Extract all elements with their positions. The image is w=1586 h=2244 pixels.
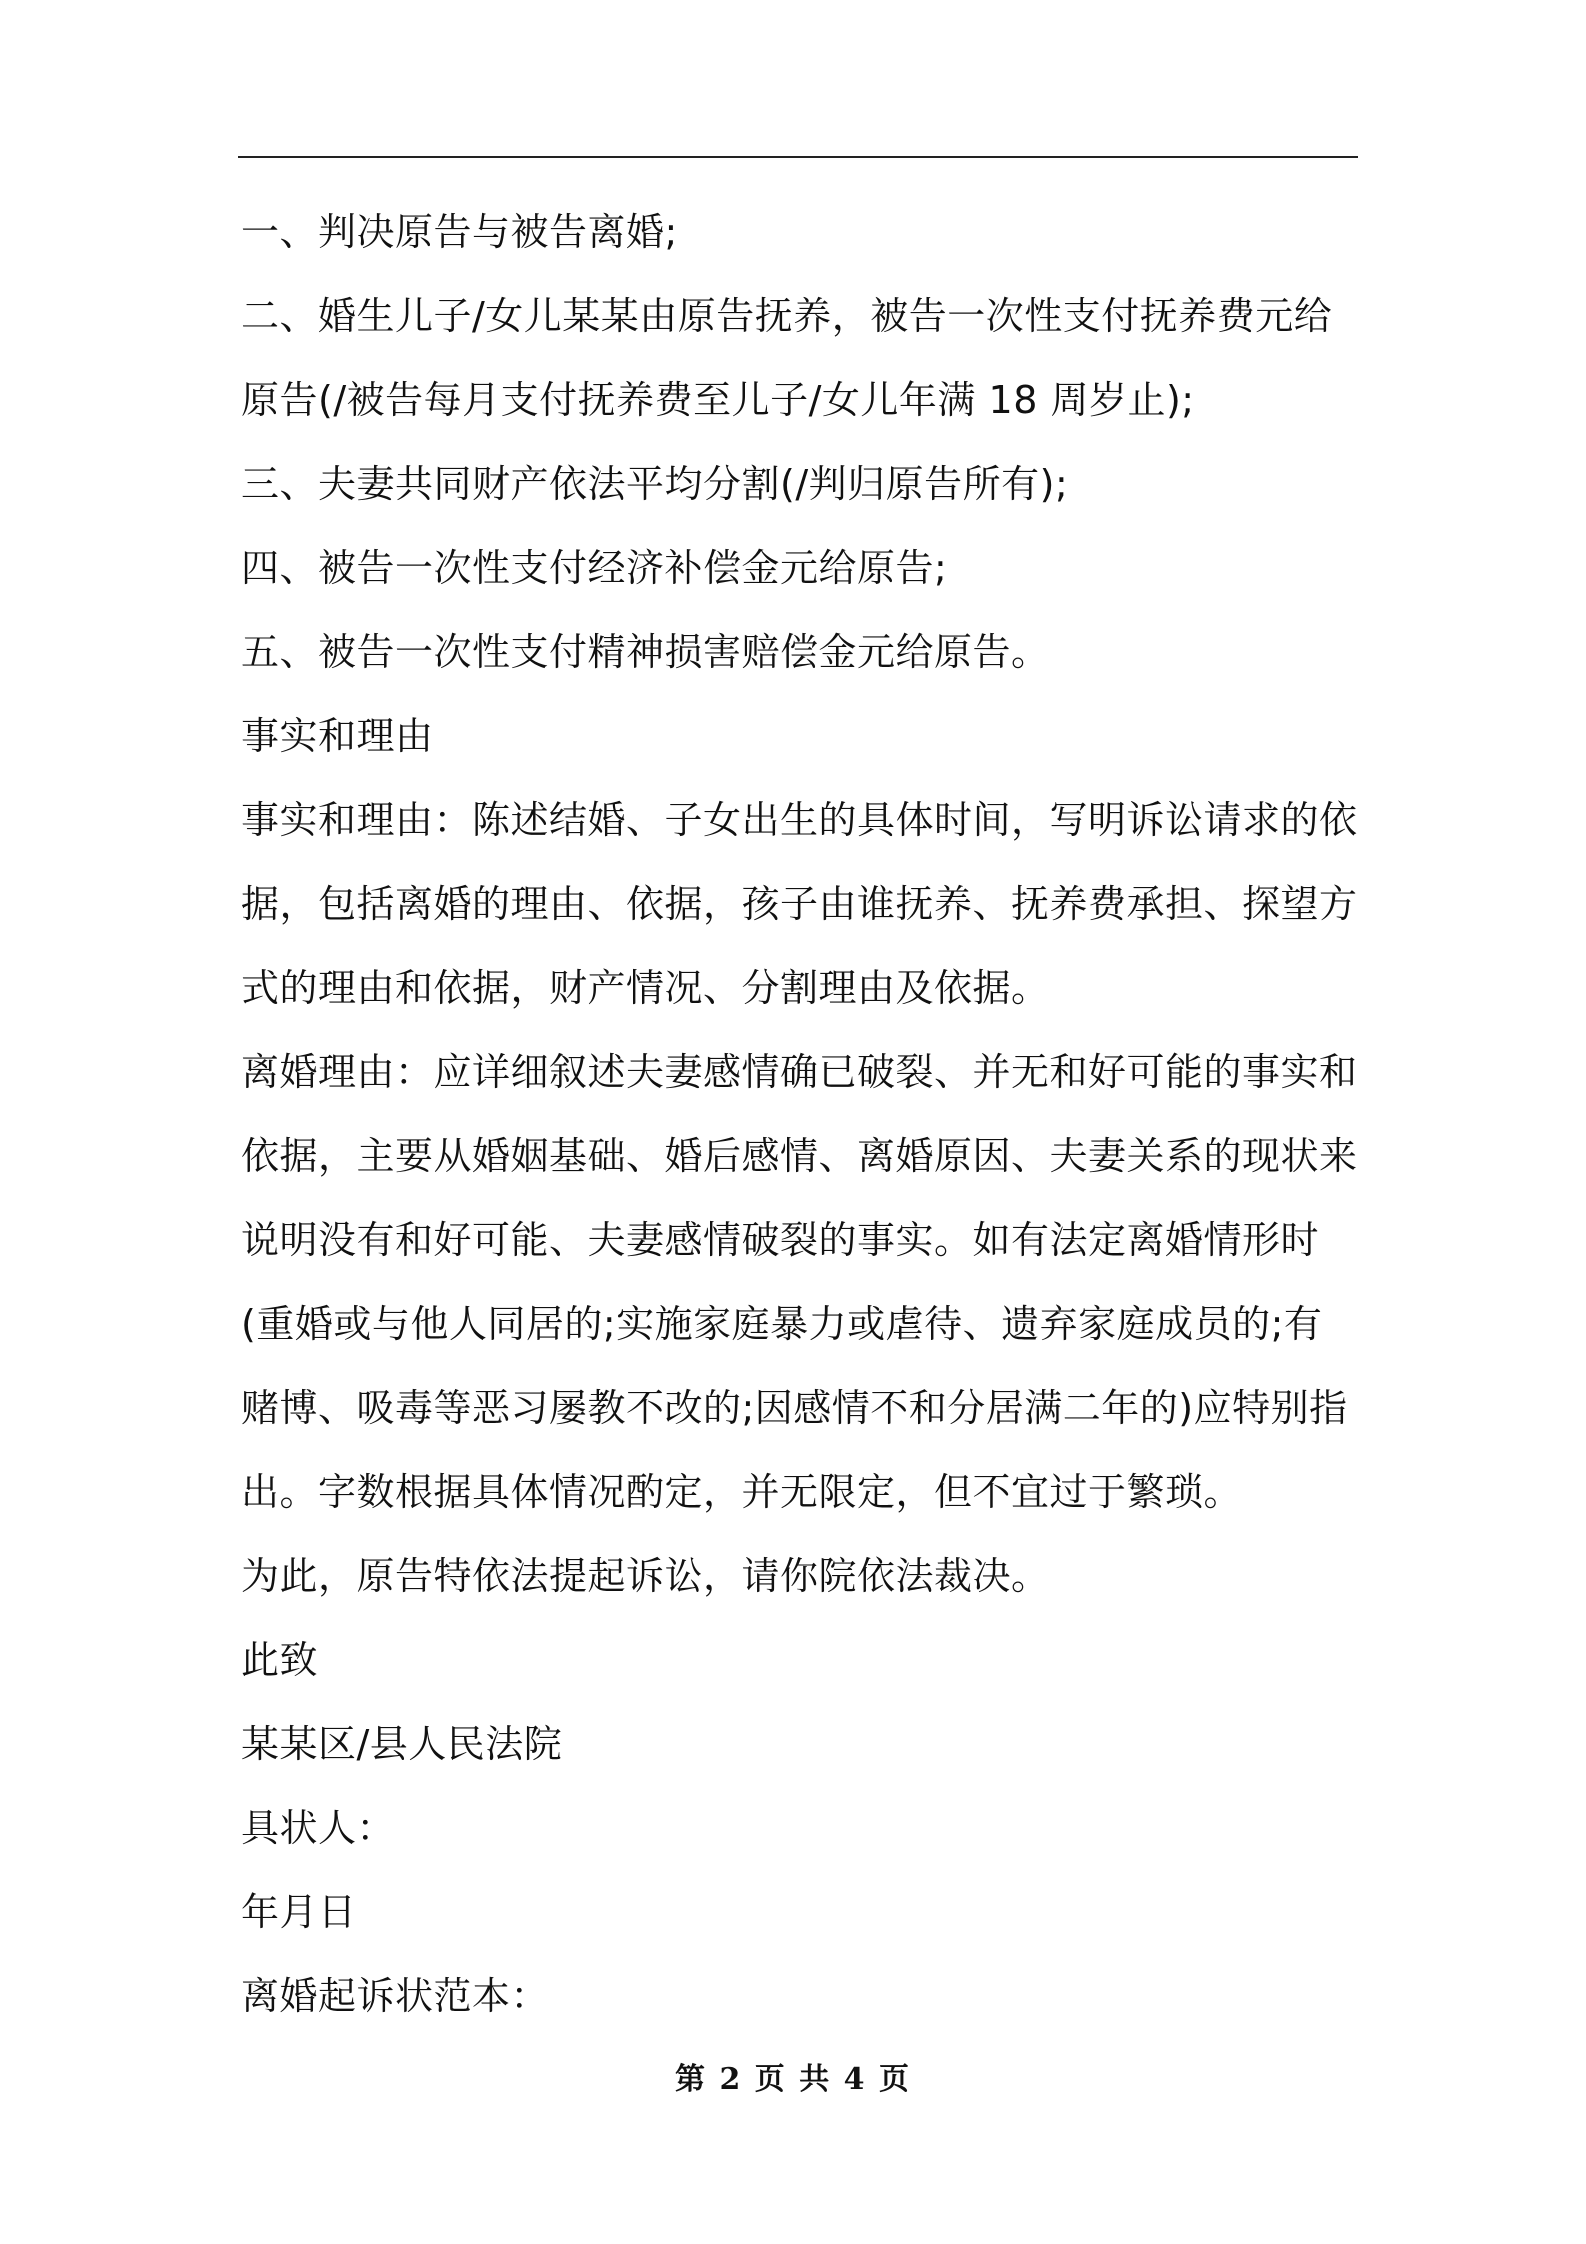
paragraph-judgment-divorce: 一、判决原告与被告离婚; (241, 210, 678, 254)
paragraph-salutation: 此致 (241, 1638, 319, 1682)
page-number: 第 2 页 共 4 页 (675, 2062, 911, 2097)
paragraph-mental-damages: 五、被告一次性支付精神损害赔偿金元给原告。 (241, 630, 1050, 674)
document-body (241, 190, 1358, 2038)
header-rule (238, 156, 1358, 158)
section-heading-facts-reasons: 事实和理由 (241, 714, 434, 758)
paragraph-child-custody: 二、婚生儿子/女儿某某由原告抚养，被告一次性支付抚养费元给原告(/被告每月支付抚养费至儿子/女儿年满 18 周岁止); (241, 294, 1333, 422)
paragraph-court-name: 某某区/县人民法院 (241, 1722, 563, 1766)
paragraph-facts-reasons: 事实和理由：陈述结婚、子女出生的具体时间，写明诉讼请求的依据，包括离婚的理由、依据，孩子由谁抚养、抚养费承担、探望方式的理由和依据，财产情况、分割理由及依据。 (241, 798, 1358, 1010)
paragraph-property-division: 三、夫妻共同财产依法平均分割(/判归原告所有); (241, 462, 1069, 506)
paragraph-date: 年月日 (241, 1890, 357, 1934)
paragraph-economic-compensation: 四、被告一次性支付经济补偿金元给原告; (241, 546, 948, 590)
paragraph-template-heading: 离婚起诉状范本： (241, 1974, 550, 2018)
paragraph-petitioner: 具状人： (241, 1806, 396, 1850)
paragraph-divorce-reasons: 离婚理由：应详细叙述夫妻感情确已破裂、并无和好可能的事实和依据，主要从婚姻基础、婚后感情、离婚原因、夫妻关系的现状来说明没有和好可能、夫妻感情破裂的事实。如有法定离婚情形时(重婚或与他人同居的;实施家庭暴力或虐待、遗弃家庭成员的;有赌博、吸毒等恶习屡教不改的;因感情不和分居满二年的)应特别指出。字数根据具体情况酌定，并无限定，但不宜过于繁琐。 (241, 1050, 1358, 1514)
paragraph-request-ruling: 为此，原告特依法提起诉讼，请你院依法裁决。 (241, 1554, 1050, 1598)
